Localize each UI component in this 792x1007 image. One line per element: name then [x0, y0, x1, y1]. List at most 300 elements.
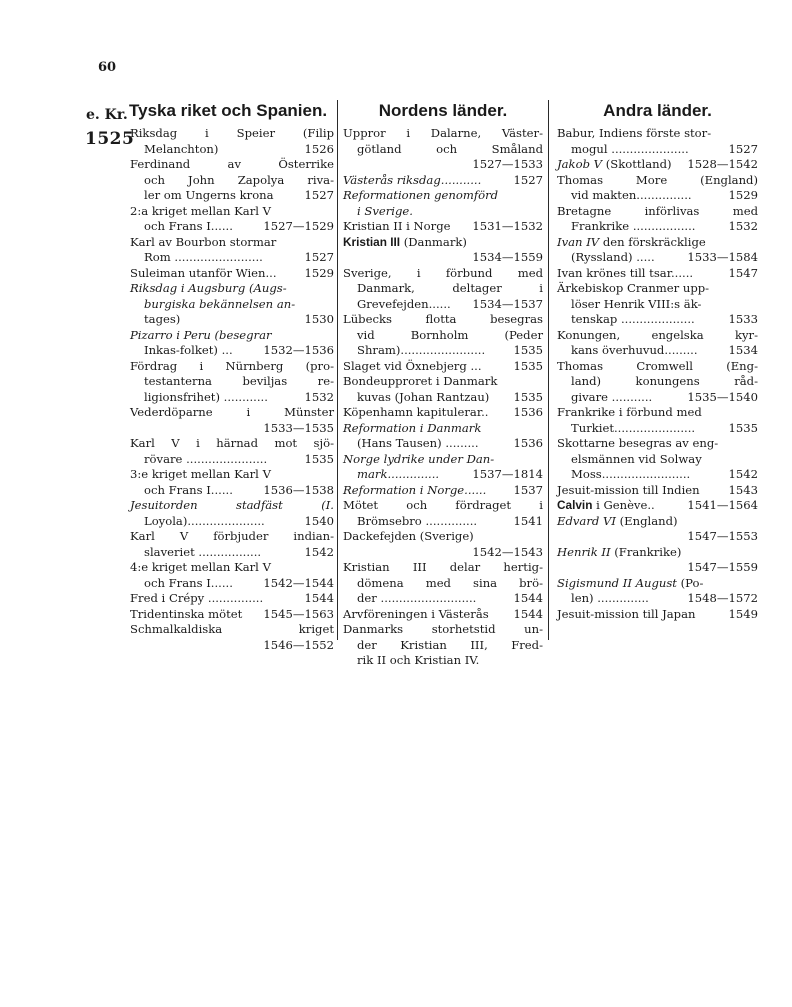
entry-line: [343, 374, 543, 390]
entry-line: [557, 514, 758, 530]
entry-text: Västerås riksdag...........: [343, 172, 482, 187]
entry-line: [343, 591, 543, 607]
timeline-entry: [343, 188, 543, 219]
entry-text: Henrik II: [557, 544, 611, 559]
entry-line: [343, 328, 543, 344]
entry-text: burgiska bekännelsen an-: [144, 296, 296, 311]
entry-text: Pizarro i Peru (besegrar: [130, 327, 272, 342]
entry-text: Melanchton): [144, 141, 219, 156]
column-tyska-riket: [130, 100, 334, 653]
entry-text-suffix: i Genève..: [592, 498, 655, 512]
entry-text: mogul .....................: [571, 141, 689, 156]
timeline-entry: [343, 405, 543, 421]
entry-text: Karl av Bourbon stormar: [130, 234, 277, 249]
entry-line: [557, 607, 758, 623]
entry-text: götland och Småland: [357, 141, 543, 156]
entry-year: 1533—1584: [687, 250, 758, 264]
timeline-entry: [557, 235, 758, 266]
timeline-entry: [343, 235, 543, 266]
entry-line: [343, 281, 543, 297]
entry-line: [343, 297, 543, 313]
entry-year: 1532: [728, 219, 758, 233]
entry-text: Norge lydrike under Dan-: [343, 451, 495, 466]
entry-text: Inkas-folket) ...: [144, 343, 233, 357]
timeline-entry: [130, 591, 334, 607]
entry-year: 1531—1532: [472, 219, 543, 233]
entry-year: 1541—1564: [687, 498, 758, 512]
entry-line: [130, 312, 334, 328]
entry-line: [343, 204, 543, 220]
entry-text: Frankrike .................: [571, 219, 696, 233]
entry-text: ligionsfrihet) ............: [144, 389, 268, 404]
entry-line: [130, 235, 334, 251]
entry-text: Mötet och fördraget i: [343, 498, 543, 512]
page-number: 60: [98, 60, 117, 75]
entry-line: [343, 607, 543, 623]
entry-year: 1535: [513, 343, 543, 357]
entry-line: [557, 173, 758, 189]
entry-line: [557, 281, 758, 297]
entry-line: [130, 188, 334, 204]
entry-text: Tridentinska mötet: [130, 606, 243, 621]
timeline-entry: [557, 126, 758, 157]
entry-year: 1527: [304, 250, 334, 264]
entry-text: Ferdinand av Österrike: [130, 157, 334, 171]
entry-year: 1548—1572: [687, 591, 758, 605]
entry-line: [130, 421, 334, 437]
entry-line: [130, 483, 334, 499]
timeline-entry: [557, 498, 758, 514]
entry-line: [557, 219, 758, 235]
entry-line: [343, 173, 543, 189]
entry-year: 1543: [728, 482, 758, 497]
entry-year: 1532—1536: [263, 343, 334, 357]
entry-line: [130, 157, 334, 173]
timeline-entry: [557, 281, 758, 328]
entry-line: [557, 421, 758, 437]
entry-year: 1549: [728, 606, 758, 621]
entry-text: Shram).......................: [357, 343, 486, 357]
entry-year: 1535—1540: [687, 389, 758, 404]
entry-text: rövare ......................: [144, 451, 268, 466]
timeline-entry: [130, 436, 334, 467]
entry-text: Rom ........................: [144, 250, 263, 264]
entry-line: [557, 467, 758, 483]
entry-year: 1536: [513, 405, 543, 419]
timeline-entry: [557, 157, 758, 173]
entry-line: [343, 219, 543, 235]
entry-text-suffix: (Danmark): [400, 234, 467, 249]
entry-text: Konungen, engelska kyr-: [557, 327, 758, 342]
entry-line: [130, 607, 334, 623]
entry-line: [130, 576, 334, 592]
entry-line: [130, 359, 334, 375]
entry-line: [557, 312, 758, 328]
entry-text: der ..........................: [357, 591, 477, 605]
entry-line: [130, 467, 334, 483]
entry-line: [130, 126, 334, 142]
entry-text: der Kristian III, Fred-: [357, 637, 543, 652]
entry-line: [343, 405, 543, 421]
entry-text: Karl V förbjuder indian-: [130, 529, 334, 543]
entry-line: [130, 142, 334, 158]
entry-text: Loyola).....................: [144, 513, 265, 528]
entry-text: elsmännen vid Solway: [571, 451, 702, 466]
timeline-entry: [557, 607, 758, 623]
timeline-entry: [557, 436, 758, 483]
timeline-entry: [130, 467, 334, 498]
entry-text: givare ...........: [571, 389, 653, 404]
entry-line: [130, 638, 334, 654]
timeline-entry: [343, 529, 543, 560]
entry-text: vid makten...............: [571, 188, 692, 202]
entry-year: 1544: [513, 591, 543, 605]
entry-text: Edvard VI: [557, 513, 616, 528]
entry-year: 1544: [513, 606, 543, 621]
entry-line: [130, 405, 334, 421]
timeline-entry: [343, 374, 543, 405]
entry-text: 1542—1543: [472, 544, 543, 559]
timeline-entry: [343, 452, 543, 483]
entry-line: [130, 529, 334, 545]
entry-text: kans överhuvud.........: [571, 343, 698, 357]
entry-line: [557, 266, 758, 282]
entry-text: Reformationen genomförd: [343, 188, 499, 202]
entry-year: 1527: [513, 172, 543, 187]
entry-text: kuvas (Johan Rantzau): [357, 389, 490, 404]
timeline-entry: [130, 126, 334, 157]
timeline-entry: [557, 328, 758, 359]
entry-year: 1529: [304, 265, 334, 280]
entry-text: Riksdag i Speier (Filip: [130, 126, 334, 140]
entry-line: [557, 436, 758, 452]
entry-text: tages): [144, 312, 181, 326]
entry-text: Arvföreningen i Västerås: [343, 606, 489, 621]
entry-line: [557, 235, 758, 251]
timeline-entry: [343, 483, 543, 499]
entry-text: Dackefejden (Sverige): [343, 529, 474, 543]
entry-year: 1534—1537: [472, 296, 543, 311]
entry-text: 1534—1559: [472, 250, 543, 264]
entry-line: [130, 219, 334, 235]
entry-text: Schmalkaldiska kriget: [130, 622, 334, 636]
column-heading: Tyska riket och Spanien.: [129, 101, 328, 120]
entry-line: [557, 591, 758, 607]
entry-year: 1544: [304, 591, 334, 605]
entry-year: 1535: [513, 389, 543, 404]
entry-line: [343, 421, 543, 437]
entry-line: [343, 622, 543, 638]
entry-line: [343, 157, 543, 173]
entry-text: 1547—1553: [687, 529, 758, 543]
entry-year: 1534: [728, 343, 758, 357]
entry-line: [130, 281, 334, 297]
entry-line: [343, 467, 543, 483]
entry-year: 1530: [304, 312, 334, 326]
entry-text: Kristian III: [343, 234, 401, 249]
entry-line: [343, 390, 543, 406]
timeline-entry: [557, 204, 758, 235]
entry-line: [130, 560, 334, 576]
entry-text: löser Henrik VIII:s äk-: [571, 296, 702, 311]
timeline-entry: [130, 498, 334, 529]
entry-year: 1533: [728, 312, 758, 326]
timeline-entry: [343, 607, 543, 623]
entry-text: vid Bornholm (Peder: [357, 327, 543, 342]
entry-line: [343, 266, 543, 282]
timeline-entry: [130, 157, 334, 204]
entry-year: 1547: [728, 265, 758, 280]
entry-text: Ivan IV: [557, 234, 600, 249]
column-nordens-lander: [343, 100, 543, 669]
entry-line: [343, 142, 543, 158]
entry-year: 1527: [304, 188, 334, 202]
entry-list: [557, 126, 758, 622]
entry-line: [343, 312, 543, 328]
column-divider: [548, 100, 549, 640]
timeline-entry: [130, 266, 334, 282]
entry-text: och Frans I......: [144, 575, 233, 590]
timeline-entry: [557, 545, 758, 576]
entry-text: rik II och Kristian IV.: [357, 653, 480, 667]
entry-line: [557, 560, 758, 576]
entry-line: [557, 483, 758, 499]
entry-text-suffix: (Skottland): [602, 157, 672, 171]
timeline-entry: [130, 328, 334, 359]
entry-line: [130, 452, 334, 468]
entry-text: Frankrike i förbund med: [557, 405, 702, 419]
entry-text: Bretagne införlivas med: [557, 203, 758, 218]
entry-year: 1535: [728, 420, 758, 435]
entry-text-suffix: (England): [615, 513, 678, 528]
timeline-entry: [130, 529, 334, 560]
entry-line: [130, 343, 334, 359]
timeline-entry: [557, 266, 758, 282]
entry-text: Slaget vid Öxnebjerg ...: [343, 358, 482, 373]
entry-text: Sigismund II August: [557, 575, 677, 590]
timeline-entry: [557, 514, 758, 545]
timeline-entry: [130, 560, 334, 591]
entry-line: [557, 142, 758, 158]
entry-line: [557, 405, 758, 421]
entry-text: testanterna beviljas re-: [144, 374, 334, 388]
timeline-entry: [130, 607, 334, 623]
entry-text: Uppror i Dalarne, Väster-: [343, 126, 543, 140]
entry-text: Suleiman utanför Wien...: [130, 265, 277, 280]
entry-year: 1537: [513, 482, 543, 497]
entry-line: [130, 297, 334, 313]
entry-line: [557, 390, 758, 406]
timeline-entry: [130, 204, 334, 235]
entry-year: 1532: [304, 389, 334, 404]
entry-text: Bondeupproret i Danmark: [343, 374, 498, 388]
entry-text: len) ..............: [571, 591, 649, 605]
entry-text: 3:e kriget mellan Karl V: [130, 467, 271, 481]
timeline-entry: [343, 126, 543, 173]
entry-text: Kristian II i Norge: [343, 219, 451, 233]
entry-text: Reformation i Danmark: [343, 420, 482, 435]
era-label: e. Kr.: [86, 107, 128, 123]
timeline-entry: [557, 405, 758, 436]
timeline-entry: [130, 281, 334, 328]
entry-year: 1541: [513, 513, 543, 528]
entry-list: [130, 126, 334, 653]
entry-line: [130, 514, 334, 530]
timeline-entry: [130, 235, 334, 266]
entry-year: 1527—1529: [263, 219, 334, 233]
entry-text: Reformation i Norge......: [343, 482, 487, 497]
entry-text: 1546—1552: [263, 637, 334, 652]
entry-line: [343, 250, 543, 266]
entry-year: 1540: [304, 513, 334, 528]
entry-line: [557, 529, 758, 545]
timeline-entry: [343, 219, 543, 235]
entry-text: Jesuit-mission till Japan: [557, 606, 696, 621]
timeline-entry: [343, 498, 543, 529]
entry-line: [557, 545, 758, 561]
entry-text: 1547—1559: [687, 560, 758, 574]
entry-line: [130, 498, 334, 514]
entry-year: 1545—1563: [263, 606, 334, 621]
entry-text: 2:a kriget mellan Karl V: [130, 203, 271, 218]
entry-line: [130, 173, 334, 189]
entry-text-suffix: den förskräcklige: [599, 234, 706, 249]
timeline-entry: [130, 622, 334, 653]
entry-line: [343, 638, 543, 654]
entry-line: [130, 328, 334, 344]
entry-year: 1526: [304, 141, 334, 156]
entry-text: slaveriet .................: [144, 544, 262, 559]
entry-line: [343, 235, 543, 251]
entry-text: Brömsebro ..............: [357, 513, 478, 528]
entry-line: [130, 545, 334, 561]
timeline-entry: [557, 483, 758, 499]
entry-line: [557, 157, 758, 173]
entry-text: tenskap ....................: [571, 312, 695, 326]
entry-text: Thomas More (England): [557, 172, 758, 187]
timeline-entry: [130, 359, 334, 406]
entry-line: [130, 374, 334, 390]
entry-year: 1535: [513, 358, 543, 373]
entry-line: [343, 514, 543, 530]
column-heading: Andra länder.: [603, 101, 712, 120]
entry-line: [557, 498, 758, 514]
entry-text: Danmarks storhetstid un-: [343, 622, 543, 636]
entry-text: och Frans I......: [144, 219, 233, 233]
entry-line: [343, 529, 543, 545]
entry-line: [130, 266, 334, 282]
entry-line: [343, 436, 543, 452]
entry-text: Babur, Indiens förste stor-: [557, 126, 712, 140]
entry-text: Fred i Crépy ...............: [130, 591, 264, 605]
entry-line: [343, 498, 543, 514]
entry-text: Ärkebiskop Cranmer upp-: [557, 281, 710, 295]
entry-text: Grevefejden......: [357, 296, 451, 311]
entry-year: 1527: [728, 141, 758, 156]
entry-text-suffix: (Frankrike): [610, 544, 682, 559]
entry-text: Fördrag i Nürnberg (pro-: [130, 358, 334, 373]
timeline-entry: [343, 266, 543, 313]
entry-line: [130, 622, 334, 638]
entry-text: i Sverige.: [357, 203, 413, 218]
timeline-entry: [343, 421, 543, 452]
entry-line: [343, 343, 543, 359]
entry-line: [557, 204, 758, 220]
entry-text: Lübecks flotta besegras: [343, 312, 543, 326]
entry-text: (Ryssland) .....: [571, 250, 655, 264]
entry-line: [343, 452, 543, 468]
column-andra-lander: [557, 100, 758, 622]
entry-line: [130, 250, 334, 266]
entry-line: [343, 483, 543, 499]
entry-list: [343, 126, 543, 669]
entry-text: Moss........................: [571, 467, 691, 481]
timeline-entry: [557, 173, 758, 204]
entry-text: Calvin: [557, 498, 593, 512]
entry-line: [343, 560, 543, 576]
entry-line: [557, 188, 758, 204]
entry-line: [557, 359, 758, 375]
entry-text: land) konungens råd-: [571, 374, 758, 388]
entry-line: [343, 359, 543, 375]
timeline-entry: [343, 359, 543, 375]
entry-line: [557, 374, 758, 390]
year-label: 1525: [85, 129, 135, 149]
entry-year: 1537—1814: [472, 467, 543, 481]
entry-line: [343, 576, 543, 592]
entry-text: ler om Ungerns krona: [144, 188, 274, 202]
timeline-entry: [557, 359, 758, 406]
entry-text: Ivan krönes till tsar......: [557, 265, 694, 280]
entry-text: 1533—1535: [263, 420, 334, 435]
entry-text: 4:e kriget mellan Karl V: [130, 560, 271, 574]
timeline-entry: [343, 173, 543, 189]
entry-year: 1529: [728, 188, 758, 202]
entry-text: Jakob V: [557, 157, 603, 171]
entry-text: 1527—1533: [472, 157, 543, 171]
entry-year: 1535: [304, 451, 334, 466]
entry-text: Riksdag i Augsburg (Augs-: [130, 281, 287, 295]
entry-text: Sverige, i förbund med: [343, 265, 543, 280]
entry-text: (Hans Tausen) .........: [357, 436, 479, 450]
entry-line: [557, 328, 758, 344]
timeline-entry: [130, 405, 334, 436]
entry-line: [130, 390, 334, 406]
entry-year: 1536: [513, 436, 543, 450]
entry-text: mark..............: [357, 467, 440, 481]
entry-line: [130, 436, 334, 452]
entry-line: [130, 204, 334, 220]
entry-year: 1542: [728, 467, 758, 481]
entry-line: [343, 545, 543, 561]
column-heading: Nordens länder.: [378, 101, 508, 120]
column-divider: [337, 100, 338, 640]
entry-text: Thomas Cromwell (Eng-: [557, 358, 758, 373]
entry-text: Köpenhamn kapitulerar..: [343, 405, 489, 419]
entry-text: Turkiet......................: [571, 420, 696, 435]
entry-line: [557, 126, 758, 142]
entry-line: [557, 576, 758, 592]
entry-text: Skottarne besegras av eng-: [557, 436, 719, 450]
entry-text: dömena med sina brö-: [357, 575, 543, 590]
timeline-entry: [343, 312, 543, 359]
entry-text: Karl V i härnad mot sjö-: [130, 436, 334, 450]
entry-text: Jesuitorden stadfäst (I.: [130, 498, 334, 512]
entry-line: [557, 452, 758, 468]
entry-year: 1528—1542: [687, 157, 758, 171]
entry-line: [557, 250, 758, 266]
entry-text: och Frans I......: [144, 482, 233, 497]
